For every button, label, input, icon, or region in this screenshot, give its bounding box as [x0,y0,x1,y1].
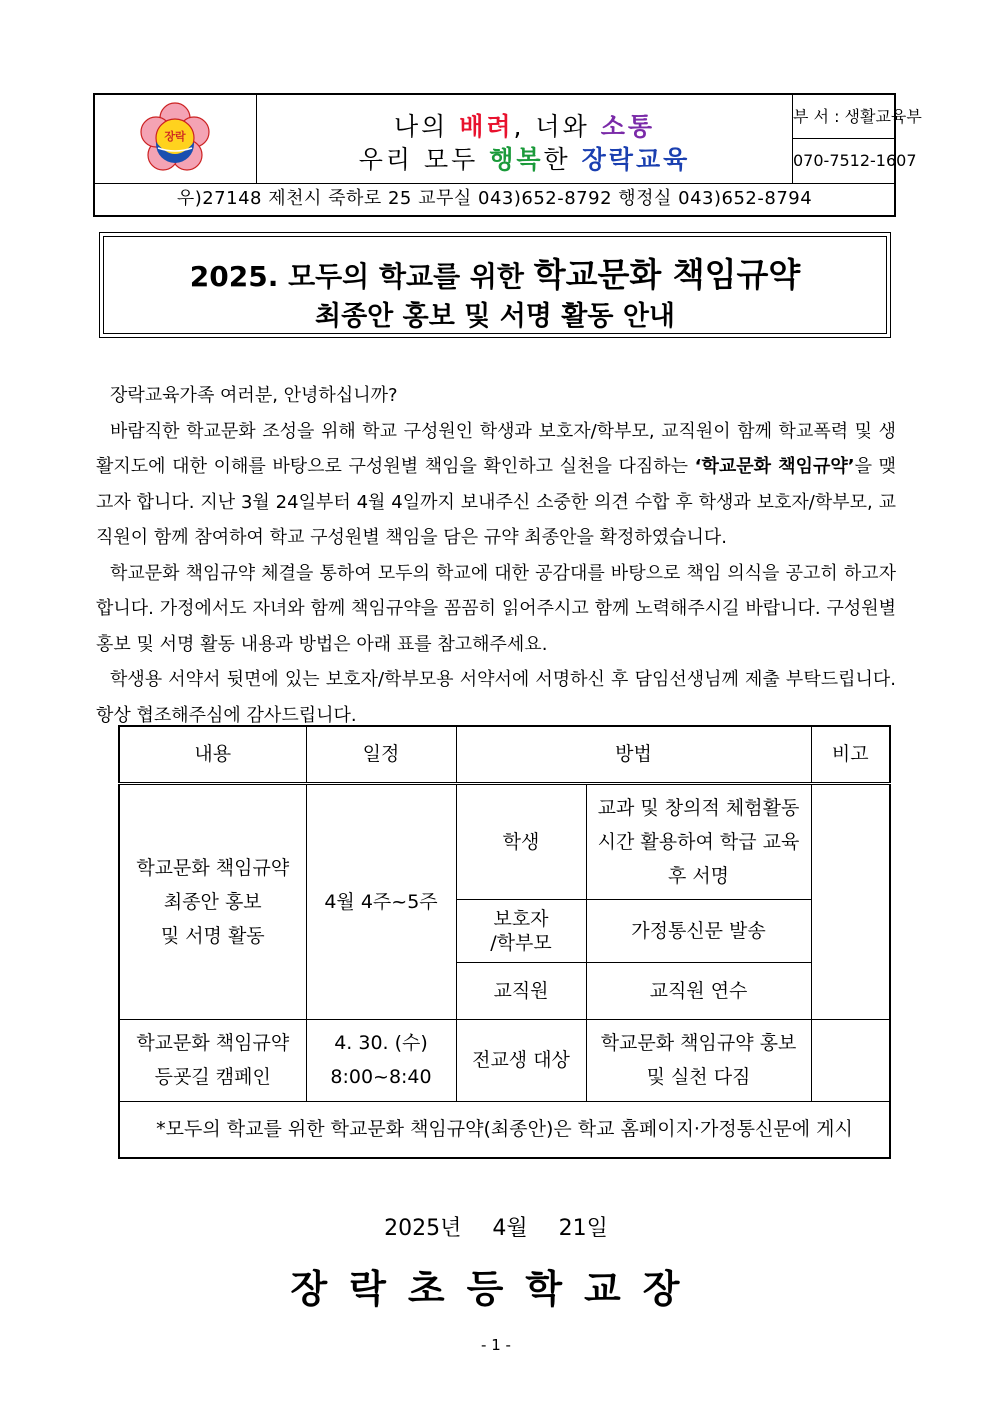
slogan-word: , 너와 [513,112,601,141]
method-parent: 가정통신문 발송 [586,899,811,962]
paragraph-1-bold: ‘학교문화 책임규약’ [694,456,855,477]
page-number: - 1 - [481,1336,511,1354]
row2-target: 전교생 대상 [456,1019,586,1101]
date-year: 2025년 [384,1216,462,1241]
slogan-word: 장락교육 [581,145,691,174]
slogan-word: 우리 모두 [358,145,490,174]
school-slogan [257,95,793,183]
cell-line: /학부모 [490,931,552,954]
title-line-1 [104,249,886,296]
date-month: 4월 [492,1216,528,1241]
row1-note [811,783,890,1019]
school-logo [95,95,257,183]
title-prefix: 2025. 모두의 학교를 위한 [189,260,534,293]
row2-schedule [306,1019,456,1101]
target-parent [456,899,586,962]
table-row [119,783,890,899]
slogan-word: 행복 [489,145,544,174]
document-date [0,1211,992,1242]
paragraph-3: 학생용 서약서 뒷면에 있는 보호자/학부모용 서약서에 서명하신 후 담임선생님께 제출 부탁드립니다. 항상 협조해주심에 감사드립니다. [96,669,896,726]
table-footnote-row [119,1101,890,1158]
cell-line: 및 서명 활동 [160,924,265,947]
row1-schedule: 4월 4주~5주 [306,783,456,1019]
letter-body [96,378,896,733]
target-staff: 교직원 [456,962,586,1019]
table-header-row [119,726,890,783]
row2-note [811,1019,890,1101]
cell-line: 후 서명 [667,864,730,887]
method-staff: 교직원 연수 [586,962,811,1019]
title-inner-border [103,236,887,334]
cell-line: 학교문화 책임규약 [136,856,290,879]
slogan-word: 나의 [393,112,460,141]
method-student [586,783,811,899]
cell-line: 시간 활용하여 학급 교육 [597,830,800,853]
header-method: 방법 [456,726,811,783]
cell-line: 학교문화 책임규약 [136,1032,290,1054]
activity-table [118,725,891,1159]
department-info [793,95,922,183]
paragraph-2: 학교문화 책임규약 체결을 통하여 모두의 학교에 대한 공감대를 바탕으로 책임 의식을 공고히 하고자 합니다. 가정에서도 자녀와 함께 책임규약을 꼼꼼히 읽어주시고 함께 노력해주시길 바랍니다. 구성원별 홍보 및 서명 활동 내용과 방법은 아래 표를 참고해주세요. [96,562,896,655]
cell-line: 4. 30. (수) [334,1032,428,1054]
slogan-word: 소통 [600,112,655,141]
slogan-word: 한 [543,145,582,174]
slogan-line-1 [257,107,792,143]
row1-content [119,783,306,1019]
greeting: 장락교육가족 여러분, 안녕하십니까? [110,385,398,406]
cell-line: 8:00~8:40 [330,1066,432,1088]
cell-line: 학교문화 책임규약 홍보 [600,1032,797,1054]
row2-content [119,1019,306,1101]
paragraph-1 [96,414,896,556]
paragraph-1-b: 을 맺고자 합니다. 지난 3월 24일부터 4월 4일까지 보내주신 소중한 의견 수합 후 학생과 보호자/학부모, 교직원이 함께 참여하여 학교 구성원별 책임을 담은 규약 최종안을 확정하였습니다. [96,456,896,548]
document-title [99,232,891,338]
row2-method [586,1019,811,1101]
slogan-line-2 [257,140,792,176]
table-footnote: *모두의 학교를 위한 학교문화 책임규약(최종안)은 학교 홈페이지·가정통신문에 게시 [119,1101,890,1158]
target-student: 학생 [456,783,586,899]
slogan-word: 배려 [459,112,514,141]
svg-text:장락: 장락 [164,130,186,143]
department-label: 부 서 : 생활교육부 [793,95,894,139]
header-note: 비고 [811,726,890,783]
school-emblem-icon [95,95,255,181]
cell-line: 등굣길 캠페인 [154,1066,271,1088]
school-header [93,93,922,217]
title-line-2: 최종안 홍보 및 서명 활동 안내 [315,301,675,332]
header-content: 내용 [119,726,306,783]
paragraph-1-a: 바람직한 학교문화 조성을 위해 학교 구성원인 학생과 보호자/학부모, 교직원이 함께 학교폭력 및 생활지도에 대한 이해를 바탕으로 구성원별 책임을 확인하고 실천을 다짐하는 [96,420,896,477]
table-row [119,1019,890,1101]
department-phone: 070-7512-1607 [793,151,917,170]
header-schedule: 일정 [306,726,456,783]
date-day: 21일 [558,1216,608,1241]
cell-line: 및 실천 다짐 [646,1066,751,1088]
cell-line: 교과 및 창의적 체험활동 [597,796,800,819]
cell-line: 보호자 [493,907,549,930]
principal-signature: 장락초등학교장 [290,1267,702,1311]
cell-line: 최종안 홍보 [163,890,262,913]
school-address: 우)27148 제천시 죽하로 25 교무실 043)652-8792 행정실 043)652-8794 [95,183,894,215]
title-emphasis: 학교문화 책임규약 [533,255,801,294]
